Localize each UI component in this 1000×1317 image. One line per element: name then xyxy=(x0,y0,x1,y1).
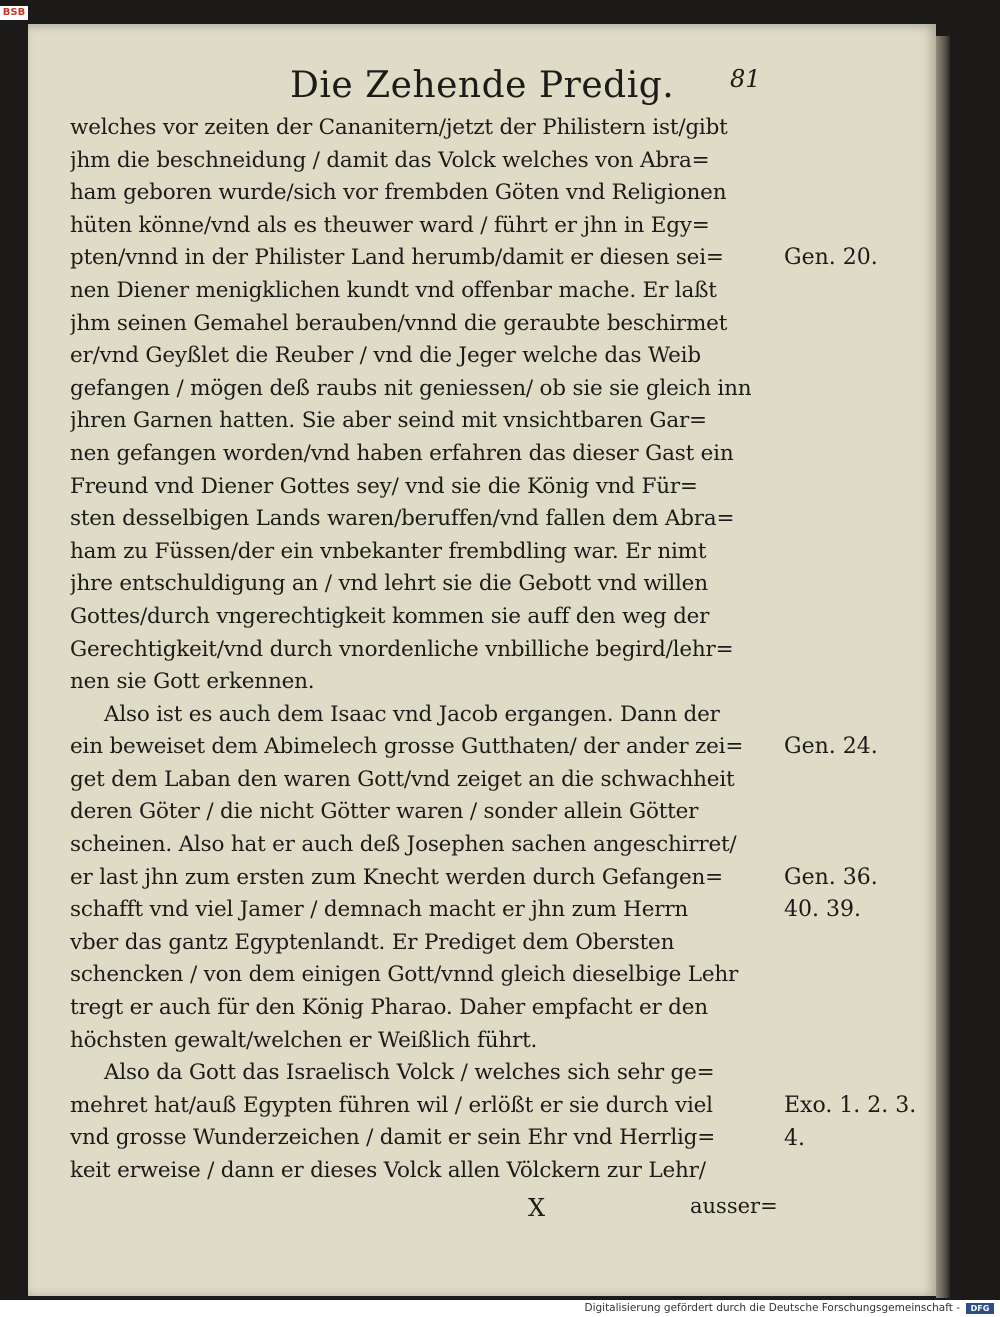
text-line: jhm seinen Gemahel berauben/vnnd die geraubte beschirmet xyxy=(70,310,728,336)
text-line: get dem Laban den waren Gott/vnd zeiget an die schwachheit xyxy=(70,766,735,792)
text-line: Also da Gott das Israelisch Volck / welches sich sehr ge= xyxy=(104,1060,715,1086)
page-number: 81 xyxy=(730,65,761,93)
page-edge xyxy=(936,36,950,1298)
text-line: er/vnd Geyßlet die Reuber / vnd die Jeger welche das Weib xyxy=(70,343,701,369)
text-line: ein beweiset dem Abimelech grosse Gutthaten/ der ander zei= xyxy=(70,734,744,760)
text-line: jhm die beschneidung / damit das Volck welches von Abra= xyxy=(70,147,710,173)
signature-mark: X xyxy=(528,1194,546,1222)
text-line: schafft vnd viel Jamer / demnach macht er jhn zum Herrn xyxy=(70,897,689,923)
margin-reference: Gen. 20. xyxy=(784,245,878,271)
text-line: sten desselbigen Lands waren/beruffen/vnd fallen dem Abra= xyxy=(70,506,735,532)
page-title: Die Zehende Predig. xyxy=(290,65,675,106)
bsb-badge: BSB xyxy=(0,6,28,20)
text-line: nen gefangen worden/vnd haben erfahren das dieser Gast ein xyxy=(70,440,734,466)
text-line: Gottes/durch vngerechtigkeit kommen sie auff den weg der xyxy=(70,603,710,629)
text-line: nen sie Gott erkennen. xyxy=(70,669,315,695)
footer xyxy=(0,1300,1000,1317)
text-line: hüten könne/vnd als es theuwer ward / führt er jhn in Egy= xyxy=(70,212,710,238)
text-line: ham zu Füssen/der ein vnbekanter frembdling war. Er nimt xyxy=(70,538,707,564)
text-line: tregt er auch für den König Pharao. Daher empfacht er den xyxy=(70,995,708,1021)
margin-reference: Gen. 36. xyxy=(784,864,878,890)
margin-reference: Exo. 1. 2. 3. xyxy=(784,1093,917,1118)
text-line: jhre entschuldigung an / vnd lehrt sie die Gebott vnd willen xyxy=(70,571,708,597)
catchword: ausser= xyxy=(690,1194,778,1218)
text-line: scheinen. Also hat er auch deß Josephen sachen angeschirret/ xyxy=(70,832,737,858)
text-line: nen Diener menigklichen kundt vnd offenbar mache. Er laßt xyxy=(70,277,717,303)
dfg-logo: DFG xyxy=(966,1303,994,1314)
text-line: keit erweise / dann er dieses Volck allen Völckern zur Lehr/ xyxy=(70,1158,706,1183)
text-line: ham geboren wurde/sich vor frembden Göten vnd Religionen xyxy=(70,180,727,206)
margin-reference: 4. xyxy=(784,1125,805,1151)
text-line: deren Göter / die nicht Götter waren / sonder allein Götter xyxy=(70,799,699,825)
text-line: welches vor zeiten der Cananitern/jetzt der Philistern ist/gibt xyxy=(70,115,728,140)
margin-reference: Gen. 24. xyxy=(784,734,878,760)
body-text xyxy=(70,112,780,1188)
text-line: Gerechtigkeit/vnd durch vnordenliche vnbilliche begird/lehr= xyxy=(70,636,734,662)
text-line: mehret hat/auß Egypten führen wil / erlößt er sie durch viel xyxy=(70,1092,713,1118)
text-line: er last jhn zum ersten zum Knecht werden durch Gefangen= xyxy=(70,864,723,890)
text-line: pten/vnnd in der Philister Land herumb/damit er diesen sei= xyxy=(70,245,724,271)
text-line: vnd grosse Wunderzeichen / damit er sein Ehr vnd Herrlig= xyxy=(70,1125,716,1151)
text-line: jhren Garnen hatten. Sie aber seind mit vnsichtbaren Gar= xyxy=(70,408,707,434)
text-line: Also ist es auch dem Isaac vnd Jacob ergangen. Dann der xyxy=(104,701,720,727)
text-line: schencken / von dem einigen Gott/vnnd gleich dieselbige Lehr xyxy=(70,962,739,988)
text-line: gefangen / mögen deß raubs nit geniessen/ ob sie sie gleich inn xyxy=(70,375,752,401)
margin-reference: 40. 39. xyxy=(784,897,861,923)
footer-credit: Digitalisierung gefördert durch die Deutsche Forschungsgemeinschaft - xyxy=(584,1302,960,1314)
text-line: höchsten gewalt/welchen er Weißlich führt. xyxy=(70,1027,538,1053)
text-line: Freund vnd Diener Gottes sey/ vnd sie die König vnd Für= xyxy=(70,473,698,499)
text-line: vber das gantz Egyptenlandt. Er Prediget dem Obersten xyxy=(70,929,675,955)
